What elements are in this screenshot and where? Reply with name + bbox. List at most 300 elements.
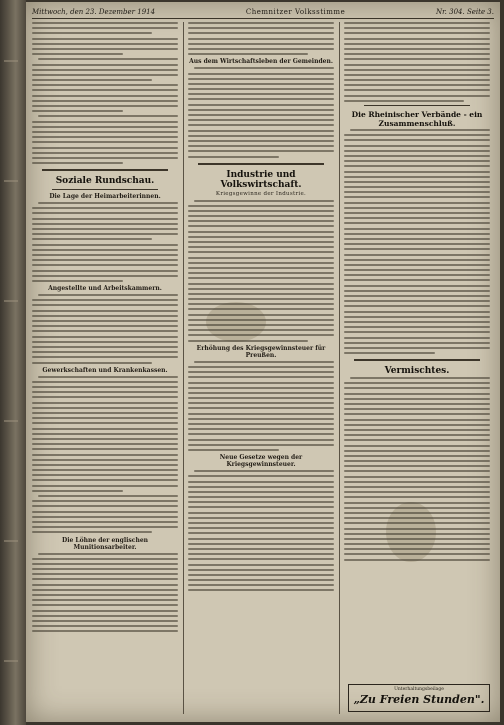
article-subhead: Gewerkschaften und Krankenkassen.	[42, 366, 168, 374]
column-rule	[339, 22, 340, 714]
text-line	[32, 558, 178, 560]
text-line	[188, 156, 279, 158]
article-body	[32, 202, 178, 282]
text-line	[344, 403, 490, 405]
text-line	[344, 455, 490, 457]
text-line	[344, 419, 490, 421]
text-line	[188, 205, 334, 207]
text-line	[344, 84, 490, 86]
text-line	[32, 310, 178, 312]
text-line	[32, 259, 178, 261]
text-line	[32, 362, 152, 364]
text-line	[32, 521, 178, 523]
section-heading-misc: Vermischtes.	[384, 366, 450, 377]
text-line	[188, 88, 334, 90]
text-line	[188, 257, 334, 259]
text-line	[344, 58, 490, 60]
text-line	[188, 558, 334, 560]
text-line	[188, 402, 334, 404]
text-line	[188, 251, 334, 253]
text-line	[188, 527, 334, 529]
text-line	[32, 594, 178, 596]
text-line	[32, 304, 178, 306]
article-subhead: Neue Gesetze wegen der Kriegsgewinnsteuer.	[219, 454, 303, 469]
text-line	[344, 305, 490, 307]
text-line	[188, 43, 334, 45]
text-line	[32, 459, 178, 461]
column-1	[32, 22, 178, 716]
text-line	[32, 244, 178, 246]
text-line	[344, 470, 490, 472]
text-line	[188, 73, 334, 75]
text-line	[188, 543, 334, 545]
text-line	[188, 444, 334, 446]
text-line	[344, 155, 490, 157]
text-line	[188, 124, 334, 126]
article-body	[188, 67, 334, 157]
text-line	[188, 366, 334, 368]
text-line	[188, 423, 334, 425]
text-line	[344, 342, 490, 344]
text-line	[188, 78, 334, 80]
text-line	[32, 511, 178, 513]
text-line	[344, 145, 490, 147]
heading-divider	[52, 189, 158, 190]
text-line	[344, 259, 490, 261]
section-divider	[198, 163, 324, 165]
text-line	[32, 254, 178, 256]
text-line	[188, 98, 334, 100]
text-line	[188, 104, 334, 106]
text-line	[32, 391, 178, 393]
text-line	[32, 448, 178, 450]
text-line	[32, 212, 178, 214]
section-heading-labor: Die Rheinischer Verbände - ein Zusammenschluß.	[351, 110, 483, 128]
text-line	[188, 340, 308, 342]
text-line	[344, 439, 490, 441]
text-line	[344, 429, 490, 431]
article-body	[344, 377, 490, 561]
text-line	[188, 433, 334, 435]
text-line	[188, 150, 334, 152]
text-line	[188, 506, 334, 508]
text-line	[188, 486, 334, 488]
text-line	[188, 449, 279, 451]
text-line	[32, 469, 178, 471]
text-line	[188, 413, 334, 415]
text-line	[344, 48, 490, 50]
text-line	[344, 202, 490, 204]
text-line	[188, 584, 334, 586]
column-2	[188, 22, 334, 716]
text-line	[188, 145, 334, 147]
text-line	[32, 264, 178, 266]
newspaper-page	[26, 2, 500, 722]
text-line	[188, 314, 334, 316]
text-line	[32, 604, 178, 606]
text-line	[188, 491, 334, 493]
page-header	[32, 6, 494, 19]
text-line	[188, 512, 334, 514]
text-line	[188, 407, 334, 409]
text-line	[188, 392, 334, 394]
text-line	[32, 32, 152, 34]
text-line	[344, 528, 490, 530]
text-line	[344, 331, 490, 333]
article-body	[32, 376, 178, 534]
text-line	[32, 27, 178, 29]
text-line	[344, 264, 490, 266]
article-subhead: Die Lage der Heimarbeiterinnen.	[49, 193, 161, 201]
article-body	[188, 470, 334, 591]
text-line	[32, 100, 178, 102]
text-line	[344, 398, 490, 400]
text-line	[32, 238, 152, 240]
text-line	[188, 387, 334, 389]
text-line	[344, 476, 490, 478]
text-line	[344, 311, 490, 313]
text-line	[188, 308, 334, 310]
text-line	[188, 522, 334, 524]
text-line	[32, 126, 178, 128]
text-line	[188, 283, 334, 285]
text-line	[188, 569, 334, 571]
text-line	[188, 475, 334, 477]
text-line	[32, 79, 152, 81]
text-line	[32, 474, 178, 476]
text-line	[32, 573, 178, 575]
text-line	[344, 553, 490, 555]
text-line	[32, 141, 178, 143]
section-divider	[354, 359, 480, 361]
text-line	[32, 136, 178, 138]
section-subheading: Kriegsgewinne der Industrie.	[215, 190, 307, 197]
text-line	[188, 428, 334, 430]
text-line	[344, 413, 490, 415]
text-line	[32, 620, 178, 622]
text-line	[344, 481, 490, 483]
text-line	[32, 346, 178, 348]
text-line	[188, 215, 334, 217]
article-body	[188, 361, 334, 451]
text-line	[188, 382, 334, 384]
text-line	[344, 290, 490, 292]
text-line	[344, 424, 490, 426]
text-line	[32, 433, 178, 435]
text-line	[32, 207, 178, 209]
text-line	[344, 196, 490, 198]
text-line	[344, 254, 490, 256]
text-line	[188, 83, 334, 85]
text-line	[32, 299, 178, 301]
text-line	[344, 89, 490, 91]
text-line	[194, 361, 334, 363]
text-line	[32, 412, 178, 414]
article-body	[344, 22, 490, 102]
text-line	[32, 162, 123, 164]
text-line	[32, 280, 123, 282]
text-line	[344, 233, 490, 235]
text-line	[344, 176, 490, 178]
text-line	[188, 496, 334, 498]
text-line	[344, 238, 490, 240]
text-line	[32, 131, 178, 133]
text-line	[344, 559, 490, 561]
text-line	[188, 119, 334, 121]
text-line	[188, 538, 334, 540]
text-line	[344, 139, 490, 141]
text-line	[344, 460, 490, 462]
article-body	[32, 553, 178, 633]
text-line	[344, 217, 490, 219]
text-line	[344, 243, 490, 245]
text-line	[32, 315, 178, 317]
text-line	[32, 48, 178, 50]
text-line	[32, 228, 178, 230]
text-line	[344, 228, 490, 230]
text-line	[188, 553, 334, 555]
text-line	[344, 43, 490, 45]
text-line	[32, 325, 178, 327]
text-line	[188, 329, 334, 331]
text-line	[188, 135, 334, 137]
text-line	[344, 382, 490, 384]
text-line	[32, 69, 178, 71]
text-line	[344, 134, 490, 136]
text-line	[32, 526, 178, 528]
text-line	[344, 491, 490, 493]
text-line	[344, 171, 490, 173]
text-line	[32, 381, 178, 383]
text-line	[32, 89, 178, 91]
text-line	[188, 481, 334, 483]
text-line	[344, 496, 490, 498]
text-line	[344, 295, 490, 297]
text-line	[188, 589, 334, 591]
text-line	[188, 293, 334, 295]
text-line	[32, 330, 178, 332]
text-line	[344, 32, 490, 34]
text-line	[188, 231, 334, 233]
text-line	[32, 233, 178, 235]
text-line	[188, 236, 334, 238]
text-line	[32, 396, 178, 398]
header-issue-page: Nr. 304. Seite 3.	[435, 8, 494, 16]
text-line	[344, 393, 490, 395]
text-line	[188, 220, 334, 222]
header-paper-name: Chemnitzer Volksstimme	[245, 8, 346, 16]
text-line	[32, 438, 178, 440]
text-line	[32, 422, 178, 424]
text-line	[32, 417, 178, 419]
text-line	[344, 100, 464, 102]
text-line	[38, 376, 178, 378]
article-body	[344, 129, 490, 354]
text-line	[188, 140, 334, 142]
text-line	[38, 294, 178, 296]
text-line	[188, 548, 334, 550]
article-subhead: Erhöhung des Kriegsgewinnsteuer für Preußen.	[196, 344, 326, 359]
text-line	[344, 207, 490, 209]
text-line	[32, 402, 178, 404]
supplement-label: Unterhaltungsbeilage	[394, 687, 444, 692]
text-line	[32, 485, 178, 487]
text-line	[188, 130, 334, 132]
text-line	[344, 486, 490, 488]
text-line	[188, 288, 334, 290]
text-line	[32, 218, 178, 220]
text-line	[188, 277, 334, 279]
text-line	[32, 105, 178, 107]
article-body	[188, 22, 334, 55]
text-line	[38, 553, 178, 555]
text-line	[32, 356, 178, 358]
text-line	[344, 450, 490, 452]
text-line	[188, 303, 334, 305]
section-divider	[42, 169, 168, 171]
text-line	[344, 347, 490, 349]
text-line	[194, 67, 334, 69]
text-line	[32, 625, 178, 627]
text-line	[188, 324, 334, 326]
text-line	[32, 454, 178, 456]
text-line	[32, 584, 178, 586]
text-line	[344, 548, 490, 550]
text-line	[188, 109, 334, 111]
text-line	[344, 326, 490, 328]
text-line	[344, 38, 490, 40]
text-line	[32, 320, 178, 322]
text-line	[188, 376, 334, 378]
text-line	[32, 505, 178, 507]
text-line	[188, 418, 334, 420]
text-line	[194, 200, 334, 202]
text-line	[188, 114, 334, 116]
article-subhead: Angestellte und Arbeitskammern.	[48, 285, 162, 293]
text-line	[344, 160, 490, 162]
text-line	[344, 538, 490, 540]
text-line	[344, 533, 490, 535]
text-line	[32, 147, 178, 149]
text-line	[188, 319, 334, 321]
text-line	[32, 64, 178, 66]
text-line	[344, 212, 490, 214]
text-line	[32, 610, 178, 612]
text-line	[344, 181, 490, 183]
text-line	[32, 38, 178, 40]
text-line	[32, 568, 178, 570]
text-line	[344, 337, 490, 339]
text-line	[344, 352, 435, 354]
supplement-notice	[348, 684, 490, 712]
text-line	[32, 152, 178, 154]
text-line	[188, 439, 334, 441]
text-line	[32, 563, 178, 565]
text-line	[32, 500, 178, 502]
article-subhead: Die Löhne der englischen Munitionsarbeiter.	[61, 536, 148, 551]
text-line	[344, 222, 490, 224]
text-line	[188, 210, 334, 212]
text-line	[188, 371, 334, 373]
text-line	[32, 53, 123, 55]
text-line	[344, 387, 490, 389]
text-line	[344, 165, 490, 167]
text-line	[344, 95, 490, 97]
text-line	[188, 48, 334, 50]
text-line	[344, 150, 490, 152]
text-line	[344, 64, 490, 66]
text-line	[32, 341, 178, 343]
text-line	[32, 490, 123, 492]
text-line	[32, 336, 178, 338]
text-line	[188, 27, 334, 29]
text-line	[344, 517, 490, 519]
text-line	[188, 93, 334, 95]
text-line	[32, 578, 178, 580]
text-line	[188, 298, 334, 300]
text-line	[344, 445, 490, 447]
text-line	[344, 22, 490, 24]
text-line	[32, 531, 152, 533]
text-line	[344, 507, 490, 509]
text-line	[38, 58, 178, 60]
text-line	[344, 248, 490, 250]
text-line	[32, 589, 178, 591]
text-line	[32, 74, 178, 76]
book-binding	[0, 0, 26, 725]
text-line	[32, 157, 178, 159]
text-line	[32, 407, 178, 409]
text-line	[32, 84, 178, 86]
text-line	[188, 262, 334, 264]
text-line	[32, 95, 178, 97]
column-rule	[183, 22, 184, 714]
header-date: Mittwoch, den 23. Dezember 1914	[32, 8, 156, 16]
text-line	[32, 615, 178, 617]
text-line	[344, 321, 490, 323]
text-line	[32, 43, 178, 45]
supplement-title: „Zu Freien Stunden".	[353, 693, 485, 706]
text-line	[344, 191, 490, 193]
text-line	[188, 38, 334, 40]
section-heading-industry: Industrie und Volkswirtschaft.	[220, 169, 302, 190]
text-line	[344, 285, 490, 287]
text-line	[188, 532, 334, 534]
text-line	[188, 246, 334, 248]
text-line	[32, 351, 178, 353]
text-line	[188, 272, 334, 274]
text-line	[188, 334, 334, 336]
text-line	[32, 443, 178, 445]
text-line	[188, 501, 334, 503]
text-line	[188, 225, 334, 227]
text-line	[38, 115, 178, 117]
text-line	[188, 22, 334, 24]
article-subhead: Aus dem Wirtschaftsleben der Gemeinden.	[189, 58, 333, 66]
text-line	[350, 377, 490, 379]
text-line	[38, 202, 178, 204]
text-line	[344, 408, 490, 410]
article-body	[32, 22, 178, 164]
text-line	[32, 599, 178, 601]
text-line	[344, 300, 490, 302]
text-line	[32, 630, 178, 632]
text-line	[188, 267, 334, 269]
text-line	[350, 129, 490, 131]
text-line	[38, 495, 178, 497]
text-line	[344, 502, 490, 504]
text-line	[188, 517, 334, 519]
